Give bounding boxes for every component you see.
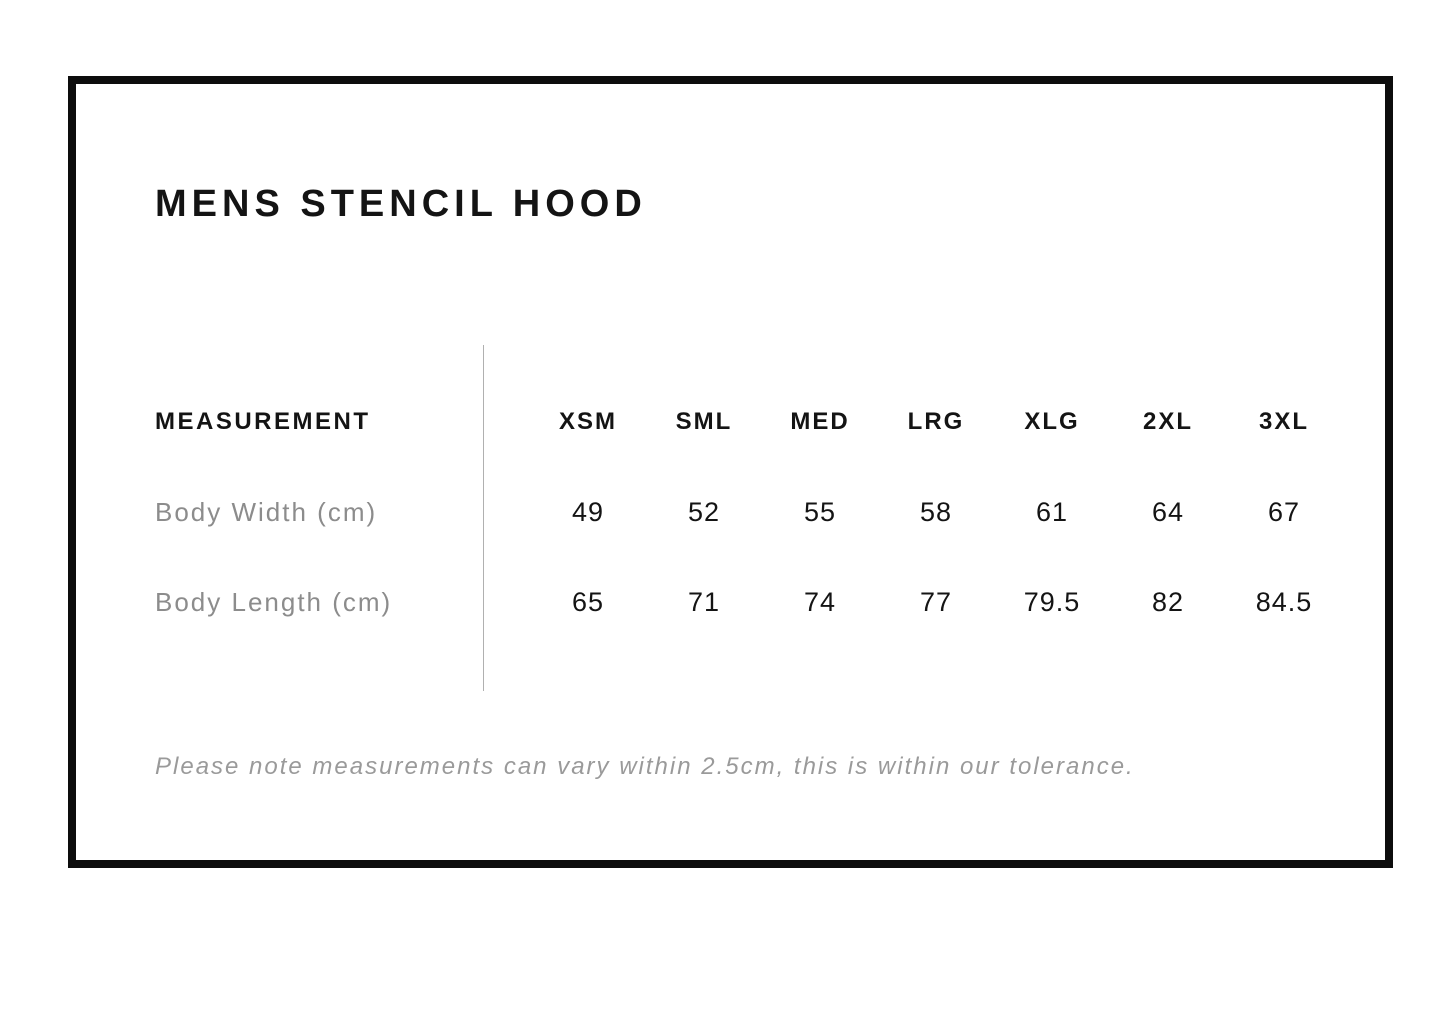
value-cell: 58: [919, 496, 953, 527]
size-header-xsm: XSM: [558, 408, 617, 435]
value-cell: 84.5: [1255, 586, 1313, 617]
size-header-med: MED: [790, 408, 850, 435]
value-cell: 64: [1151, 496, 1185, 527]
tolerance-note: Please note measurements can vary within 2.5cm, this is within our tolerance.: [155, 753, 1135, 780]
value-cell: 52: [687, 496, 721, 527]
table-row-body-length: [155, 557, 1342, 647]
size-header-lrg: LRG: [907, 408, 965, 435]
size-header-sml: SML: [675, 408, 733, 435]
value-cell: 67: [1267, 496, 1301, 527]
measurement-column-header: MEASUREMENT: [155, 408, 371, 435]
table-row-body-width: [155, 467, 1342, 557]
value-cell: 82: [1151, 586, 1185, 617]
value-cell: 71: [687, 586, 721, 617]
value-cell: 49: [571, 496, 605, 527]
row-label: Body Width (cm): [155, 496, 378, 527]
size-table: [155, 345, 1342, 691]
page-title: MENS STENCIL HOOD: [155, 183, 647, 225]
value-cell: 65: [571, 586, 605, 617]
table-header-row: [155, 377, 1342, 467]
value-cell: 79.5: [1023, 586, 1081, 617]
size-header-3xl: 3XL: [1258, 408, 1309, 435]
value-cell: 61: [1035, 496, 1069, 527]
size-header-xlg: XLG: [1024, 408, 1080, 435]
column-divider-line: [483, 345, 484, 691]
size-header-2xl: 2XL: [1142, 408, 1193, 435]
value-cell: 74: [803, 586, 837, 617]
value-cell: 77: [919, 586, 953, 617]
value-cell: 55: [803, 496, 837, 527]
row-label: Body Length (cm): [155, 586, 393, 617]
size-chart-card: [68, 76, 1393, 868]
